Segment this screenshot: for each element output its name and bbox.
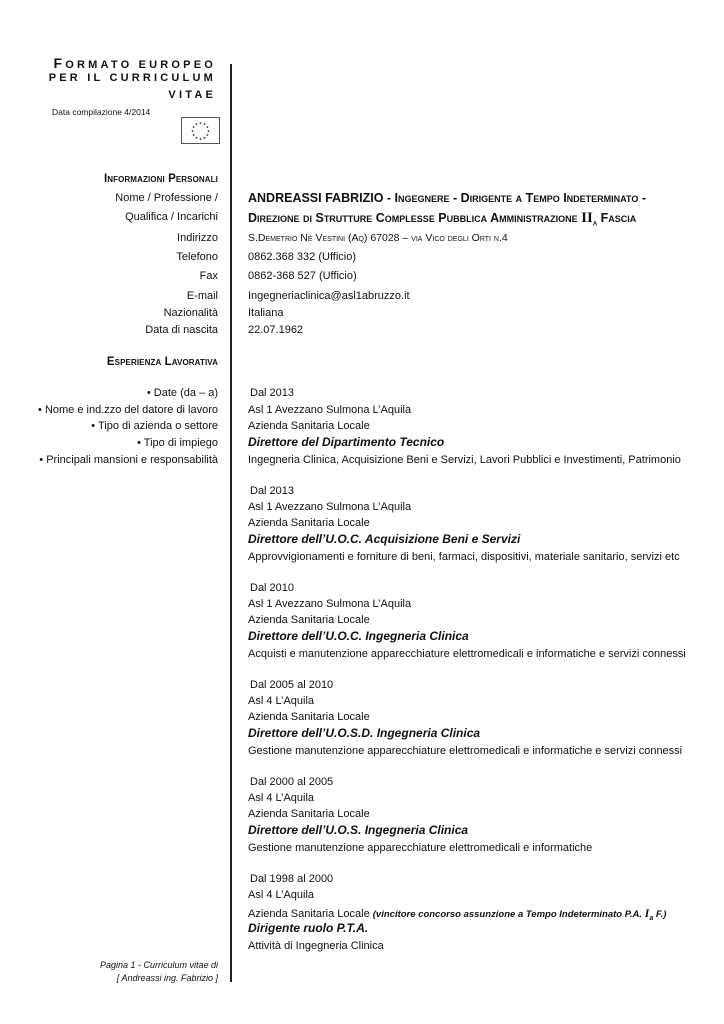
nationality-value: Italiana: [248, 307, 284, 319]
entry-3-sector: Azienda Sanitaria Locale: [248, 614, 370, 626]
footer-line-2: [ Andreassi ing. Fabrizio ]: [116, 973, 218, 983]
label-duties: • Principali mansioni e responsabilità: [39, 454, 218, 466]
entry-3-dates: Dal 2010: [250, 582, 295, 594]
birthdate-value: 22.07.1962: [248, 324, 304, 336]
page-footer: [100, 959, 218, 985]
entry-4-employer: Asl 4 L’Aquila: [248, 695, 315, 707]
entry-5-sector: Azienda Sanitaria Locale: [248, 808, 370, 820]
label-employer: • Nome e ind.zzo del datore di lavoro: [38, 404, 218, 416]
entry-2-employer: Asl 1 Avezzano Sulmona L’Aquila: [248, 501, 412, 513]
entry-2-sector: Azienda Sanitaria Locale: [248, 517, 370, 529]
entry-6-note-sub: a: [649, 914, 654, 922]
entry-4-duties: Gestione manutenzione apparecchiature elettromedicali e informatiche e servizi connessi: [248, 745, 683, 757]
entry-6-role: Dirigente ruolo P.T.A.: [248, 921, 369, 935]
name-line-2-b: Fascia: [597, 211, 637, 225]
entry-6-duties: Attività di Ingegneria Clinica: [248, 940, 384, 952]
email-value[interactable]: Ingegneriaclinica@asl1abruzzo.it: [248, 290, 410, 302]
entry-6-note-a: (vincitore concorso assunzione a Tempo Indeterminato P.A.: [372, 909, 645, 920]
label-nationality: Nazionalità: [163, 307, 218, 319]
label-name-1: Nome / Professione /: [115, 192, 218, 204]
eu-stars-icon: [182, 118, 219, 143]
footer-line-1: Pagina 1 - Curriculum vitae di: [99, 960, 218, 970]
address-value: S.Demetrio Nè Vestini (Aq) 67028 – via Vico degli Orti n.4: [248, 232, 508, 244]
phone-value: 0862.368 332 (Ufficio): [248, 251, 357, 263]
entry-4-role: Direttore dell’U.O.S.D. Ingegneria Clinica: [248, 726, 481, 740]
header-title-line-3: VITAE: [168, 89, 216, 101]
entry-6-dates: Dal 1998 al 2000: [250, 873, 334, 885]
eu-flag-icon: [181, 117, 220, 144]
label-phone: Telefono: [176, 251, 218, 263]
label-birthdate: Data di nascita: [145, 324, 218, 336]
label-name-2: Qualifica / Incarichi: [125, 211, 218, 223]
entry-1-dates: Dal 2013: [250, 387, 295, 399]
name-profession-line-2: [248, 210, 636, 228]
label-dates: • Date (da – a): [146, 387, 218, 399]
column-divider: [230, 64, 232, 982]
name-profession-line-1: ANDREASSI FABRIZIO - Ingegnere - Dirigente a Tempo Indeterminato -: [248, 191, 646, 205]
fax-value: 0862-368 527 (Ufficio): [248, 270, 357, 282]
entry-3-duties: Acquisti e manutenzione apparecchiature elettromedicali e informatiche e servizi connessi: [248, 648, 686, 660]
label-fax: Fax: [199, 270, 218, 282]
entry-3-employer: Asl 1 Avezzano Sulmona L’Aquila: [248, 598, 412, 610]
header-title-line-1-rest: ORMATO EUROPEO: [65, 59, 216, 71]
name-line-2-sub: a: [592, 217, 598, 228]
entry-6-note-b: F.): [653, 909, 667, 920]
entry-2-role: Direttore dell’U.O.C. Acquisizione Beni e Servizi: [248, 532, 521, 546]
entry-6-employer: Asl 4 L’Aquila: [248, 889, 315, 901]
entry-1-role: Direttore del Dipartimento Tecnico: [248, 435, 445, 449]
entry-2-duties: Approvvigionamenti e forniture di beni, farmaci, dispositivi, materiale sanitario, servizi etc: [248, 551, 680, 563]
label-address: Indirizzo: [177, 232, 218, 244]
section-title-personal: Informazioni Personali: [103, 173, 218, 185]
entry-2-dates: Dal 2013: [250, 485, 295, 497]
entry-4-sector: Azienda Sanitaria Locale: [248, 711, 370, 723]
entry-3-role: Direttore dell’U.O.C. Ingegneria Clinica: [248, 629, 469, 643]
label-sector: • Tipo di azienda o settore: [91, 420, 218, 432]
date-compilation: Data compilazione 4/2014: [52, 107, 151, 117]
name-line-2-numeral: II: [581, 210, 593, 226]
entry-5-employer: Asl 4 L’Aquila: [248, 792, 315, 804]
entry-5-dates: Dal 2000 al 2005: [250, 776, 334, 788]
entry-1-duties: Ingegneria Clinica, Acquisizione Beni e Servizi, Lavori Pubblici e Investimenti, Patrimonio: [248, 454, 681, 466]
entry-6-note-numeral: I: [644, 906, 650, 920]
header-title-line-2: PER IL CURRICULUM: [48, 72, 216, 84]
label-job-type: • Tipo di impiego: [137, 437, 218, 449]
header-title-line-1: FORMATO EUROPEO: [53, 55, 216, 71]
section-title-experience: Esperienza Lavorativa: [106, 356, 218, 368]
entry-6-sector-note: [372, 906, 667, 922]
entry-5-duties: Gestione manutenzione apparecchiature elettromedicali e informatiche: [248, 842, 593, 854]
label-email: E-mail: [186, 290, 218, 302]
entry-1-employer: Asl 1 Avezzano Sulmona L’Aquila: [248, 404, 412, 416]
name-line-2-a: Direzione di Strutture Complesse Pubblica Amministrazione: [248, 211, 582, 225]
entry-1-sector: Azienda Sanitaria Locale: [248, 420, 370, 432]
entry-6-sector-text: Azienda Sanitaria Locale: [248, 908, 370, 920]
entry-5-role: Direttore dell’U.O.S. Ingegneria Clinica: [248, 823, 469, 837]
entry-4-dates: Dal 2005 al 2010: [250, 679, 334, 691]
